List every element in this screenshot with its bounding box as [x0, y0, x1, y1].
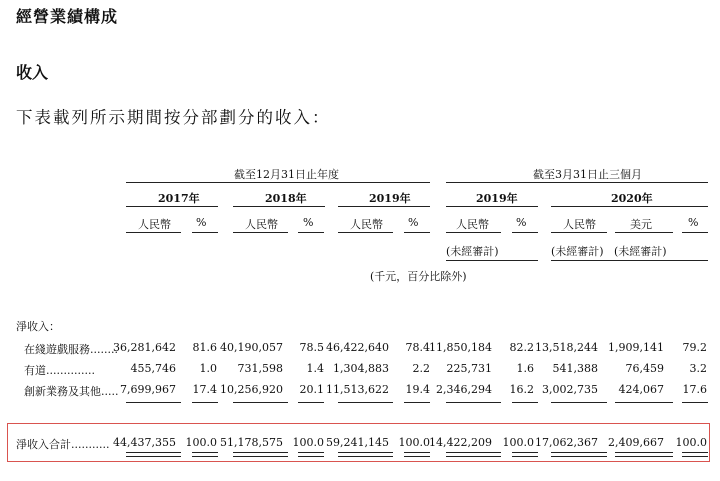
cell-value: 13,518,244: [535, 341, 598, 354]
year-header-2019: 2019年: [369, 192, 411, 205]
subtotal-rule: [615, 402, 673, 403]
total-double-rule: [233, 452, 288, 457]
currency-rule: [615, 232, 673, 233]
percent-header: %: [303, 216, 314, 229]
currency-rule: [551, 232, 607, 233]
subtotal-rule: [298, 402, 324, 403]
subtotal-rule: [404, 402, 430, 403]
currency-rule: [446, 232, 501, 233]
currency-rule: [233, 232, 288, 233]
total-double-rule: [512, 452, 538, 457]
subtotal-rule: [682, 402, 708, 403]
cell-value: 1.0: [199, 362, 217, 375]
currency-header-rmb: 人民幣: [563, 218, 596, 231]
currency-header-rmb: 人民幣: [138, 218, 171, 231]
total-value: 17,062,367: [535, 436, 598, 449]
intro-text: 下表載列所示期間按分部劃分的收入：: [16, 108, 331, 127]
cell-value: 1,909,141: [608, 341, 664, 354]
subtotal-rule: [192, 402, 218, 403]
currency-rule: [512, 232, 538, 233]
cell-value: 10,256,920: [220, 383, 283, 396]
currency-rule: [298, 232, 324, 233]
cell-value: 76,459: [625, 362, 664, 375]
unaudited-rule: [551, 260, 708, 261]
cell-value: 16.2: [509, 383, 534, 396]
total-double-rule: [404, 452, 430, 457]
currency-header-rmb: 人民幣: [350, 218, 383, 231]
cell-value: 455,746: [130, 362, 176, 375]
cell-value: 3.2: [689, 362, 707, 375]
cell-value: 81.6: [192, 341, 217, 354]
year-rule: [446, 206, 538, 207]
currency-header-rmb: 人民幣: [456, 218, 489, 231]
percent-header: %: [408, 216, 419, 229]
total-value: 100.0: [185, 436, 217, 449]
subtotal-rule: [446, 402, 501, 403]
currency-header-rmb: 人民幣: [245, 218, 278, 231]
group-header-year: 截至12月31日止年度: [234, 168, 339, 181]
unit-note: (千元，百分比除外): [370, 270, 467, 283]
total-double-rule: [338, 452, 393, 457]
unaudited-label: (未經審計): [551, 245, 604, 258]
total-double-rule: [551, 452, 607, 457]
cell-value: 17.6: [682, 383, 707, 396]
cell-value: 78.5: [299, 341, 324, 354]
unaudited-rule: [446, 260, 538, 261]
total-double-rule: [446, 452, 501, 457]
cell-value: 78.4: [405, 341, 430, 354]
year-header-2018: 2018年: [265, 192, 307, 205]
year-rule: [338, 206, 430, 207]
cell-value: 2.2: [412, 362, 430, 375]
cell-value: 1.4: [306, 362, 324, 375]
cell-value: 79.2: [682, 341, 707, 354]
currency-header-usd: 美元: [630, 218, 652, 231]
total-double-rule: [615, 452, 673, 457]
total-label: 淨收入合計...........: [16, 438, 110, 451]
section-title: 經營業績構成: [16, 7, 119, 26]
total-value: 44,437,355: [113, 436, 176, 449]
cell-value: 46,422,640: [326, 341, 389, 354]
subtotal-rule: [126, 402, 181, 403]
currency-rule: [192, 232, 218, 233]
unaudited-label: (未經審計): [446, 245, 499, 258]
subtotal-rule: [551, 402, 607, 403]
total-value: 100.0: [675, 436, 707, 449]
cell-value: 3,002,735: [542, 383, 598, 396]
cell-value: 11,850,184: [429, 341, 492, 354]
cell-value: 1,304,883: [333, 362, 389, 375]
subsection-title: 收入: [16, 63, 49, 82]
cell-value: 1.6: [516, 362, 534, 375]
total-double-rule: [126, 452, 181, 457]
cell-value: 20.1: [299, 383, 324, 396]
percent-header: %: [516, 216, 527, 229]
year-rule: [126, 206, 218, 207]
cell-value: 40,190,057: [220, 341, 283, 354]
group-header-quarter: 截至3月31日止三個月: [533, 168, 642, 181]
year-header-2020-q: 2020年: [611, 192, 653, 205]
year-rule: [551, 206, 708, 207]
subtotal-rule: [512, 402, 538, 403]
total-value: 14,422,209: [429, 436, 492, 449]
currency-rule: [126, 232, 181, 233]
total-value: 100.0: [502, 436, 534, 449]
row-label: 有道..............: [24, 364, 95, 377]
cell-value: 7,699,967: [120, 383, 176, 396]
cell-value: 541,388: [552, 362, 598, 375]
cell-value: 82.2: [509, 341, 534, 354]
total-value: 51,178,575: [220, 436, 283, 449]
total-double-rule: [682, 452, 708, 457]
total-value: 2,409,667: [608, 436, 664, 449]
cell-value: 19.4: [405, 383, 430, 396]
currency-rule: [682, 232, 708, 233]
total-double-rule: [298, 452, 324, 457]
cell-value: 17.4: [192, 383, 217, 396]
percent-header: %: [688, 216, 699, 229]
row-label: 在綫遊戲服務........: [24, 343, 118, 356]
cell-value: 225,731: [446, 362, 492, 375]
subtotal-rule: [338, 402, 393, 403]
row-label: 創新業務及其他.....: [24, 385, 119, 398]
cell-value: 36,281,642: [113, 341, 176, 354]
cell-value: 2,346,294: [436, 383, 492, 396]
unaudited-label: (未經審計): [614, 245, 667, 258]
cell-value: 731,598: [237, 362, 283, 375]
currency-rule: [404, 232, 430, 233]
group-rule-year: [126, 182, 430, 183]
currency-rule: [338, 232, 393, 233]
year-header-2019-q: 2019年: [476, 192, 518, 205]
total-value: 59,241,145: [326, 436, 389, 449]
total-double-rule: [192, 452, 218, 457]
total-value: 100.0: [292, 436, 324, 449]
subtotal-rule: [233, 402, 288, 403]
year-rule: [233, 206, 325, 207]
section-label-net-revenue: 淨收入：: [16, 320, 60, 333]
cell-value: 424,067: [618, 383, 664, 396]
year-header-2017: 2017年: [158, 192, 200, 205]
group-rule-quarter: [446, 182, 708, 183]
total-value: 100.0: [398, 436, 430, 449]
cell-value: 11,513,622: [326, 383, 389, 396]
percent-header: %: [196, 216, 207, 229]
